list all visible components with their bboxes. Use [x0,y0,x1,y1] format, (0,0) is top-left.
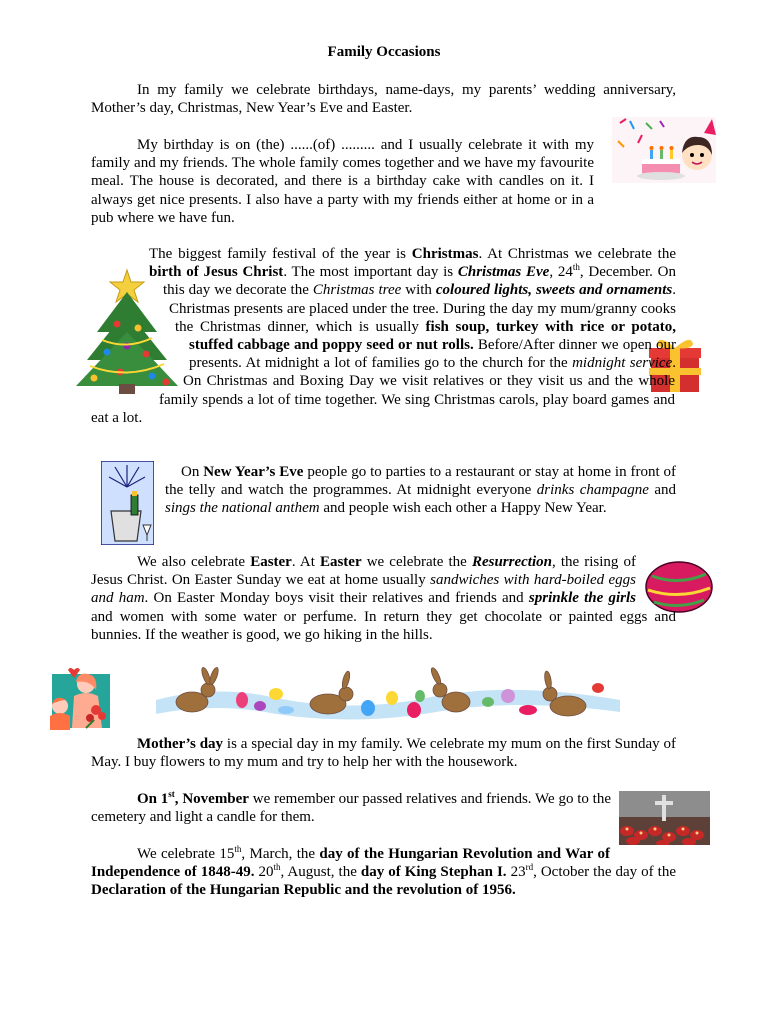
christmas-text-2: . At Christmas we celebrate the [478,246,676,262]
easter-paragraph [91,553,676,644]
new-year-paragraph [165,463,676,518]
new-years-eve-keyword: New Year’s Eve [203,464,304,480]
christmas-text-5: , December. On this day we decorate the [163,264,677,299]
national-text: We celebrate 15 [137,846,235,862]
easter-text-5: . On Easter Monday boys visit their relatives and friends and [144,590,529,607]
resurrection-keyword: Resurrection [471,554,552,570]
mother-and-child-illustration [46,666,114,732]
ordinal-suffix-rd: rd [525,862,534,873]
drinks-champagne-italic: drinks champagne [536,482,649,499]
champagne-bucket-illustration [101,461,154,545]
republic-declaration-keyword: Declaration of the Hungarian Republic and the revolution of 1956. [91,882,516,899]
november-text: we remember our passed relatives and friends. We go to the cemetery and light a candle for them. [91,791,611,826]
mothers-day-text: is a special day in my family. We celebrate my mum on the first Sunday of May. I buy flowers to my mum and try to help her with the housework. [91,736,676,771]
christmas-keyword: Christmas [411,246,479,262]
king-stephan-keyword: day of King Stephan I. [360,864,507,881]
mothers-day-keyword: Mother’s day [137,736,224,752]
november-keyword: On 1 [137,791,169,807]
easter-text-2: . At [291,554,320,570]
new-year-text: On [181,464,204,480]
cemetery-candles-illustration [619,791,710,845]
christmas-eve-keyword: Christmas Eve [457,264,550,281]
ordinal-suffix-th: th [234,844,242,854]
easter-bunnies-banner [156,666,620,724]
christmas-tree-italic: Christmas tree [312,282,402,299]
birthday-text: My birthday is on (the) ......(of) ......... and I usually celebrate it with my family and my friends. The whole family comes together and we have my favourite meal. The house is decorated, and there is a birthday cake with candles on it. I always get nice presents. I also have a party with my friends either at home or in a pub where we have fun. [91,137,594,226]
national-text-4: , August, the [280,864,361,881]
ordinal-suffix-st: st [168,789,175,799]
decorations-keyword: coloured lights, sweets and ornaments [435,282,673,299]
new-year-text-3: and [648,482,676,499]
christmas-text-9: . On Christmas and Boxing Day we visit relatives or they visit us and the whole family spends a lot of time together. We sing Christmas carols, play board games and eat a lot. [91,355,676,426]
mothers-day-paragraph [91,735,676,771]
christmas-dinner-keyword: fish soup, turkey with rice or potato, stuffed cabbage and poppy seed or nut rolls. [189,318,676,354]
christmas-text: The biggest family festival of the year is [149,246,412,262]
sprinkle-keyword: sprinkle the girls [528,590,637,607]
november-paragraph [91,790,611,826]
ordinal-suffix: th [572,262,580,273]
christmas-text-7: . Christmas presents are placed under the tree. During the day my mum/granny cooks the Christmas dinner, which is usually [169,282,676,335]
national-text-2: , March, the [241,846,320,862]
christmas-text-8: Before/After dinner we open our presents. At midnight a lot of families go to the church for the [189,337,676,372]
intro-paragraph [91,81,676,117]
hungarian-revolution-keyword: day of the Hungarian Revolution and War of Independence of 1848-49. [91,846,610,881]
national-text-3: 20 [254,864,274,881]
intro-text: In my family we celebrate birthdays, name-days, my parents’ wedding anniversary, Mother’s day, Christmas, New Year’s Eve and Easter. [91,82,676,117]
midnight-service-italic: midnight service [572,355,673,372]
national-text-6: , October the day of the [533,864,677,881]
new-year-text-2: people go to parties to a restaurant or stay at home in front of the telly and watch the programmes. At midnight everyone [165,464,676,499]
easter-text-4: , the rising of Jesus Christ. On Easter Sunday we eat at home usually [91,554,636,589]
ordinal-suffix-th-2: th [273,862,281,873]
national-holidays-paragraph [91,845,676,900]
new-year-text-4: and people wish each other a Happy New Year. [319,500,607,517]
birth-of-jesus-keyword: birth of Jesus Christ [149,264,284,281]
national-text-5: 23 [506,864,526,881]
easter-food-italic: sandwiches with hard-boiled eggs and ham [91,572,636,607]
easter-keyword-2: Easter [319,554,362,570]
easter-text-6: and women with some water or perfume. In return they get chocolate or painted eggs and bunnies. If the weather is good, we go hiking in the hills. [91,608,676,643]
november-keyword-2: , November [174,791,249,807]
birthday-paragraph [91,136,676,227]
christmas-text-4: , 24 [549,264,573,281]
national-anthem-italic: sings the national anthem [165,500,320,517]
page-title: Family Occasions [327,44,441,60]
easter-text: We also celebrate [137,554,251,570]
easter-keyword: Easter [250,554,292,570]
christmas-text-6: with [401,282,436,299]
christmas-text-3: . The most important day is [283,264,458,281]
easter-text-3: we celebrate the [361,554,472,570]
